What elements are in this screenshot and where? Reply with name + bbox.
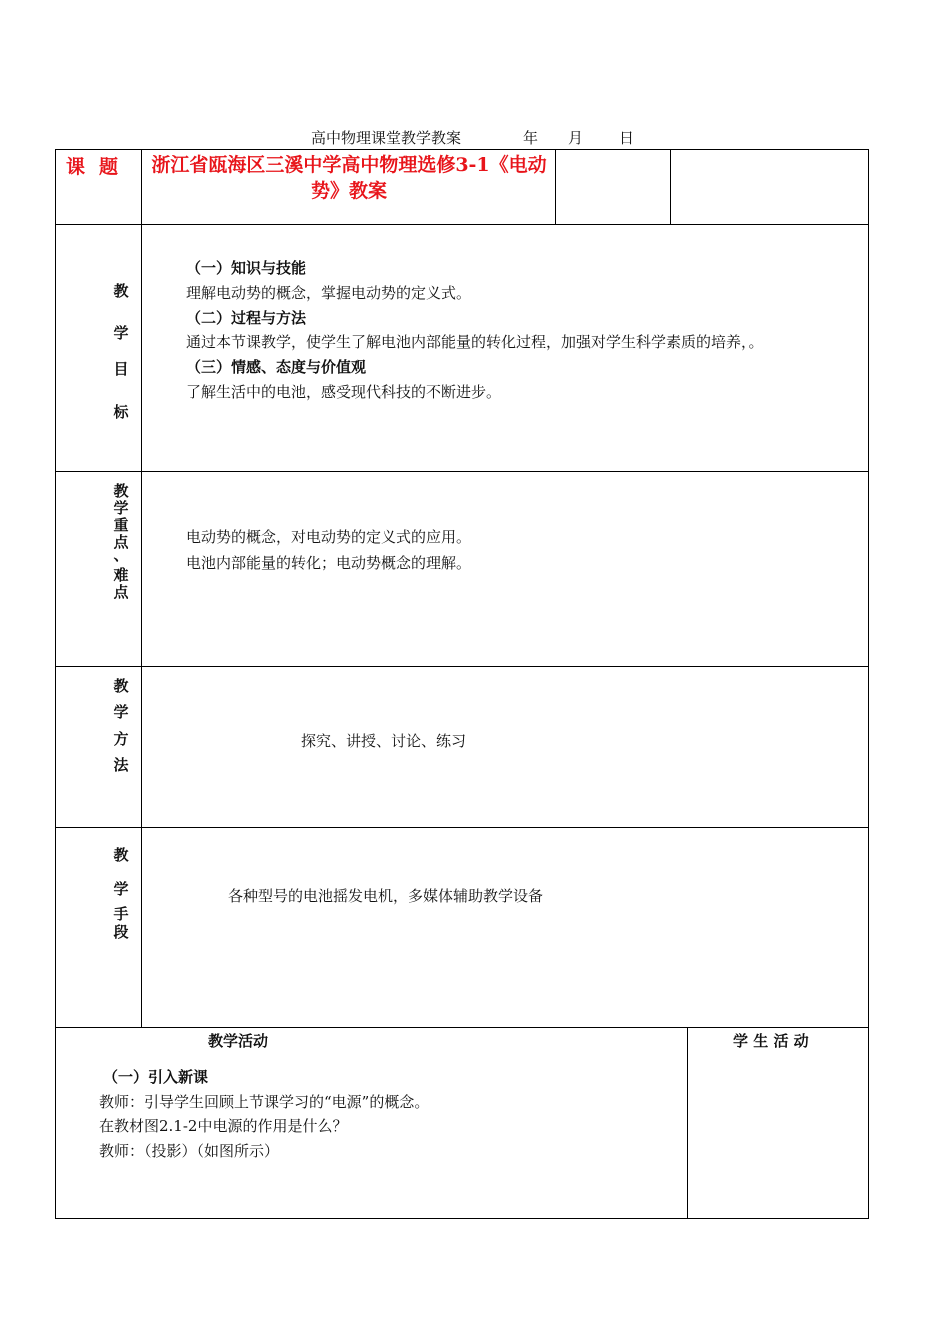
student-activity-header: 学 生 活 动 bbox=[733, 1032, 809, 1050]
objectives-heading-1: （一）知识与技能 bbox=[186, 259, 307, 277]
activity-line-3: 教师：（投影）（如图所示） bbox=[99, 1142, 280, 1160]
objectives-label-char: 标 bbox=[113, 403, 129, 421]
label-column-divider bbox=[141, 149, 142, 1028]
means-label-char: 手 bbox=[113, 905, 129, 923]
keypoints-line-2: 电池内部能量的转化；电动势概念的理解。 bbox=[186, 554, 472, 572]
header-year: 年 bbox=[523, 129, 539, 147]
table-border-bottom bbox=[55, 1218, 869, 1219]
table-divider bbox=[55, 666, 869, 667]
means-text: 各种型号的电池摇发电机，多媒体辅助教学设备 bbox=[228, 887, 544, 905]
objectives-text-2: 通过本节课教学，使学生了解电池内部能量的转化过程，加强对学生科学素质的培养，。 bbox=[186, 333, 764, 351]
keypoints-line-1: 电动势的概念，对电动势的定义式的应用。 bbox=[186, 528, 472, 546]
objectives-text-3: 了解生活中的电池，感受现代科技的不断进步。 bbox=[186, 383, 502, 401]
table-divider bbox=[55, 471, 869, 472]
keypoints-label-char: 学 bbox=[113, 499, 129, 517]
title-cell-divider bbox=[670, 149, 671, 225]
method-label-char: 方 bbox=[113, 730, 129, 748]
objectives-label-char: 学 bbox=[113, 324, 129, 342]
objectives-text-1: 理解电动势的概念，掌握电动势的定义式。 bbox=[186, 284, 472, 302]
means-label-char: 段 bbox=[113, 923, 129, 941]
keypoints-label-char: 难 bbox=[113, 566, 129, 584]
table-border-right bbox=[868, 149, 869, 1219]
page-header bbox=[311, 127, 634, 148]
objectives-label-char: 目 bbox=[113, 360, 129, 378]
method-text: 探究、讲授、讨论、练习 bbox=[301, 732, 467, 750]
activity-column-divider bbox=[687, 1027, 688, 1219]
topic-label: 课题 bbox=[66, 156, 133, 178]
keypoints-label-char: 重 bbox=[113, 516, 129, 534]
objectives-label-char: 教 bbox=[113, 282, 129, 300]
header-day: 日 bbox=[619, 129, 635, 147]
objectives-heading-2: （二）过程与方法 bbox=[186, 309, 307, 327]
keypoints-label-char: 点 bbox=[113, 583, 129, 601]
activity-line-2: 在教材图2.1-2中电源的作用是什么？ bbox=[99, 1117, 348, 1135]
table-divider bbox=[55, 224, 869, 225]
table-divider bbox=[55, 1027, 869, 1028]
header-month: 月 bbox=[568, 129, 584, 147]
table-border-top bbox=[55, 149, 869, 150]
means-label-char: 教 bbox=[113, 846, 129, 864]
keypoints-label-char: 点 bbox=[113, 533, 129, 551]
title-cell-divider bbox=[555, 149, 556, 225]
method-label-char: 法 bbox=[113, 756, 129, 774]
table-border-left bbox=[55, 149, 56, 1219]
table-divider bbox=[55, 827, 869, 828]
teaching-activity-header: 教学活动 bbox=[208, 1032, 269, 1050]
keypoints-label-char: 教 bbox=[113, 482, 129, 500]
method-label-char: 教 bbox=[113, 677, 129, 695]
method-label-char: 学 bbox=[113, 703, 129, 721]
activity-line-1: 教师：引导学生回顾上节课学习的“电源”的概念。 bbox=[99, 1093, 430, 1111]
keypoints-label-char: 、 bbox=[113, 546, 129, 564]
activity-section-heading: （一）引入新课 bbox=[103, 1068, 209, 1086]
means-label-char: 学 bbox=[113, 880, 129, 898]
topic-title: 浙江省瓯海区三溪中学高中物理选修3-1《电动势》教案 bbox=[151, 154, 547, 202]
header-title: 高中物理课堂教学教案 bbox=[311, 129, 462, 147]
objectives-heading-3: （三）情感、态度与价值观 bbox=[186, 358, 367, 376]
